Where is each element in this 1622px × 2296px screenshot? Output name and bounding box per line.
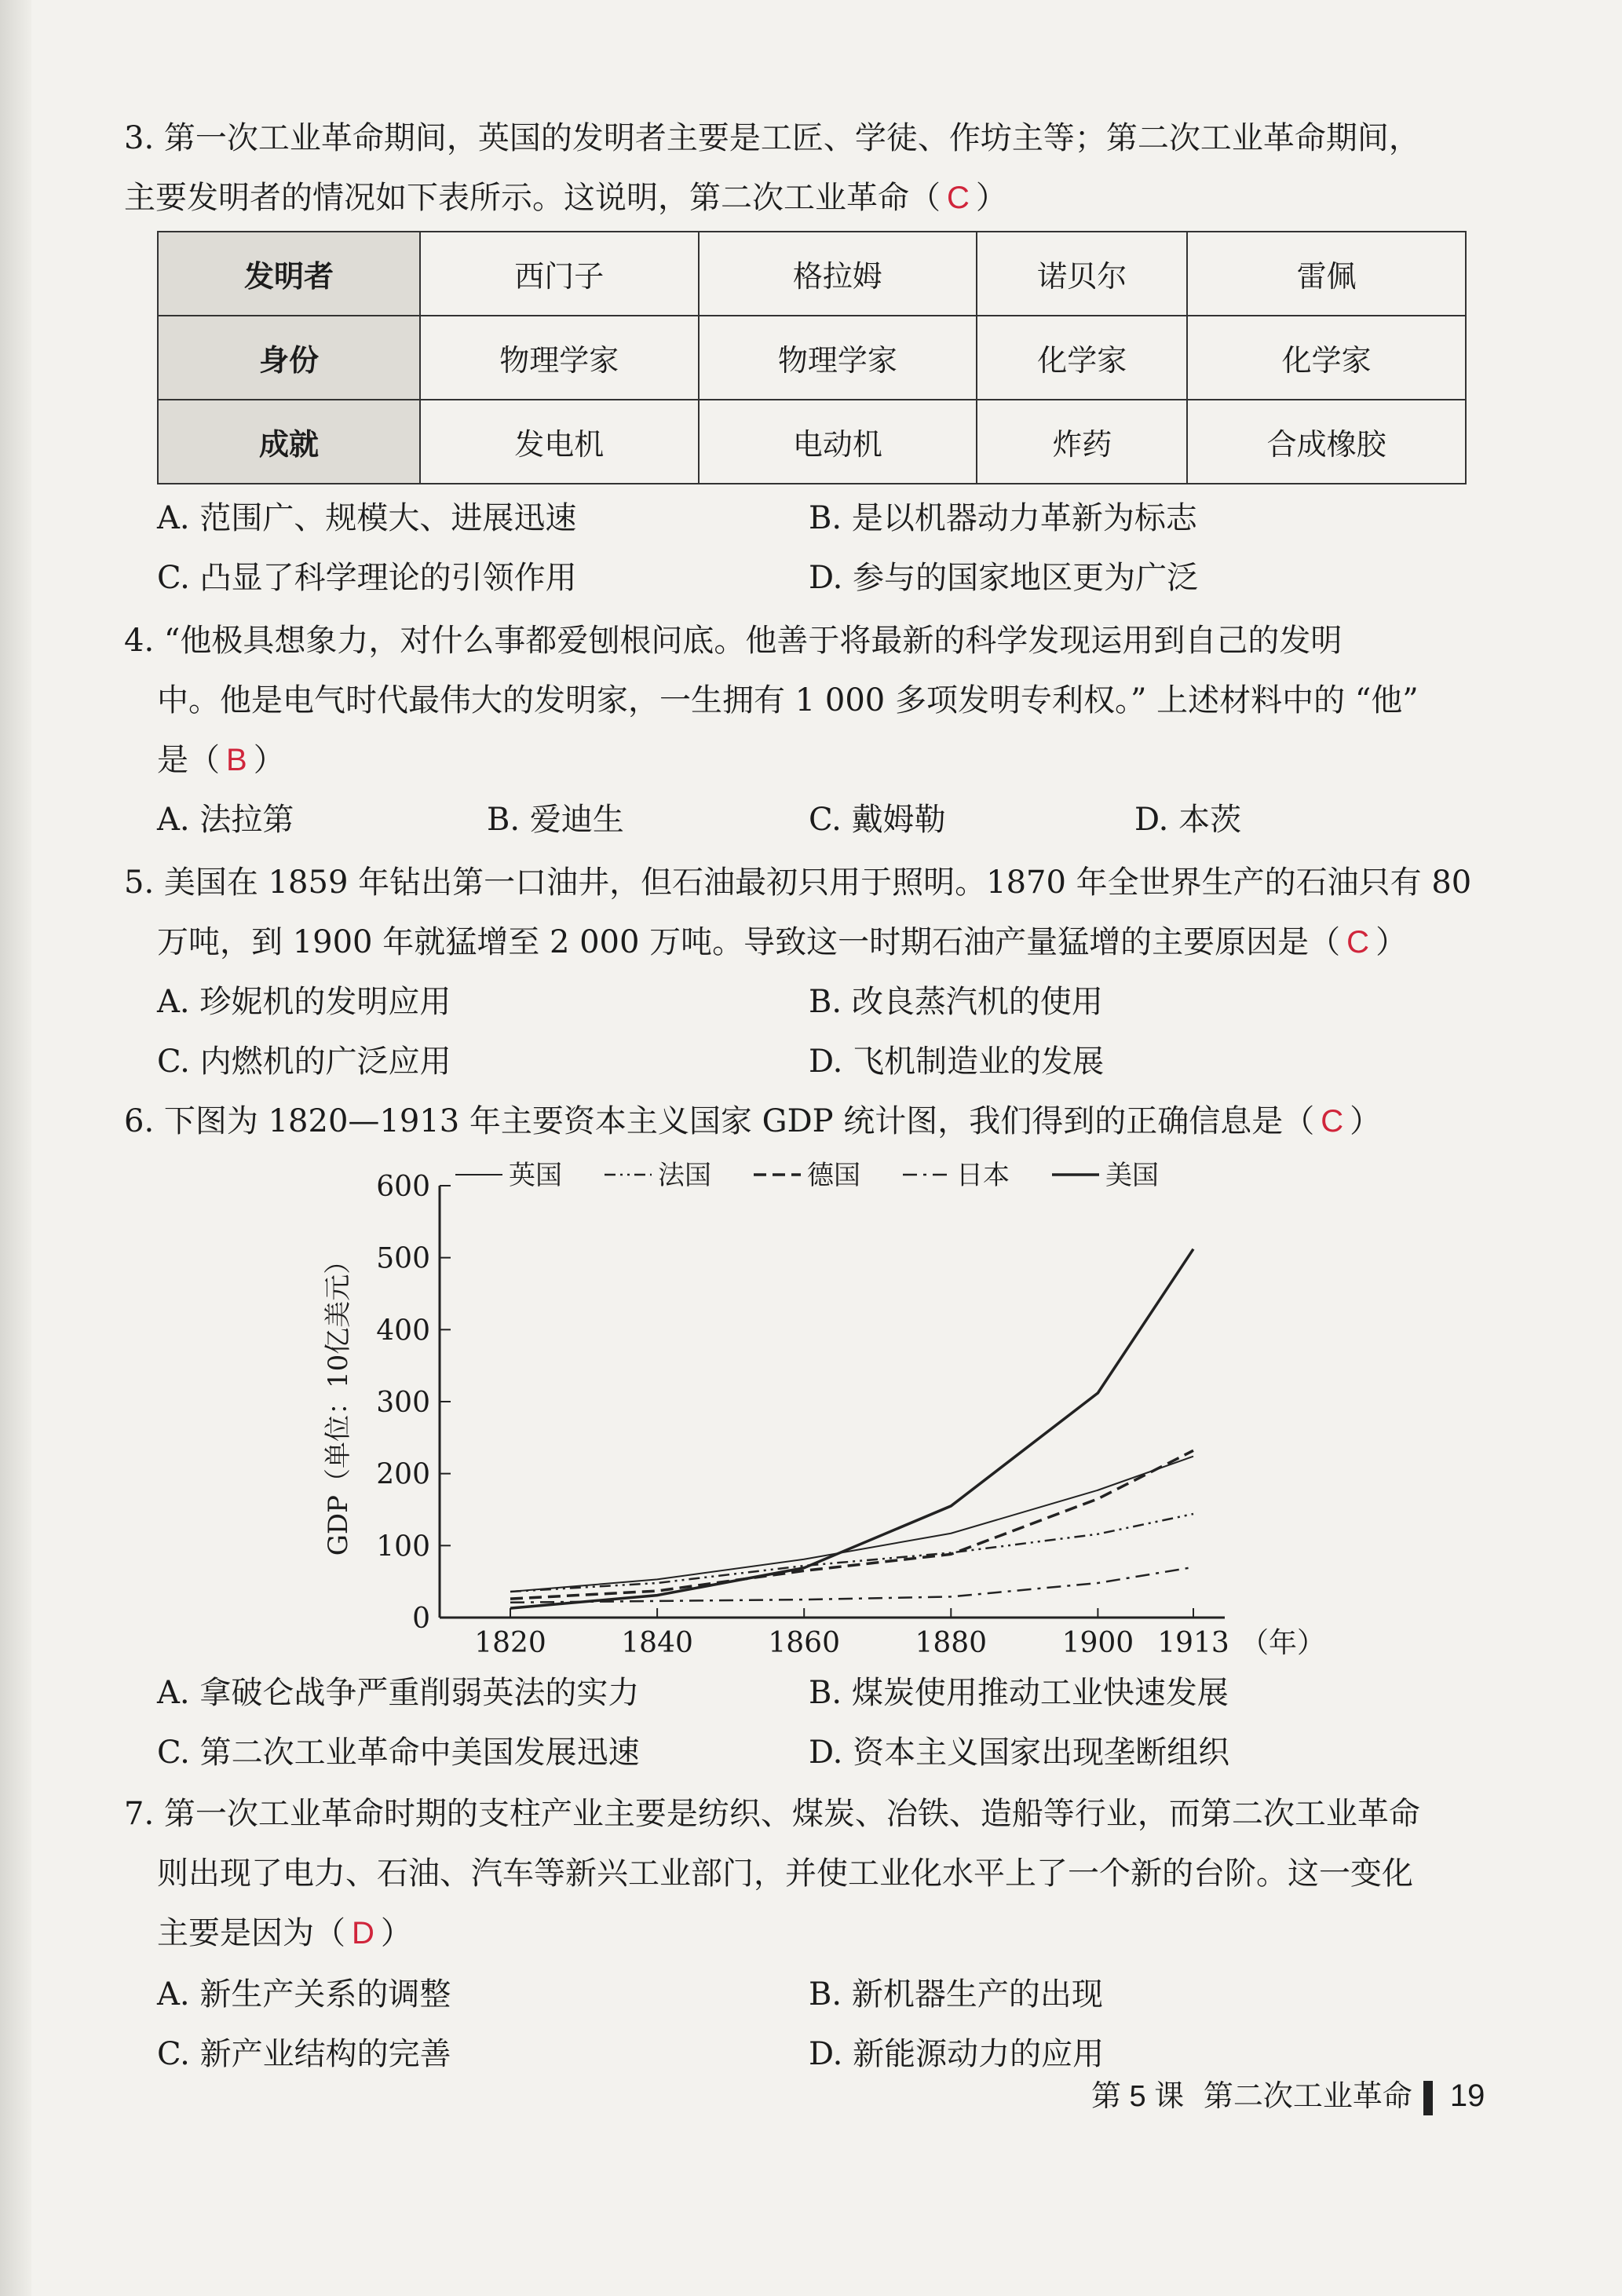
x-tick-label: 1860 <box>768 1627 841 1659</box>
lesson-title: 第二次工业革命 <box>1203 2080 1412 2113</box>
question-5 <box>124 853 1482 972</box>
q7-line2: 则出现了电力、石油、汽车等新兴工业部门，并使工业化水平上了一个新的台阶。这一变化 <box>157 1855 1413 1892</box>
table-cell: 格拉姆 <box>699 232 977 316</box>
y-tick-label: 600 <box>376 1171 430 1203</box>
y-tick-label: 200 <box>376 1458 430 1491</box>
q5-line2: 万吨，到 1900 年就猛增至 2 000 万吨。导致这一时期石油产量猛增的主要原因是（ C ） <box>157 924 1408 960</box>
option-c[interactable]: C. 戴姆勒 <box>809 802 946 838</box>
legend-label: 英国 <box>509 1160 562 1191</box>
table-head: 成就 <box>158 400 420 484</box>
y-tick-label: 300 <box>376 1387 430 1419</box>
series-line-法国 <box>510 1514 1193 1592</box>
option-a[interactable]: A. 珍妮机的发明应用 <box>157 984 451 1020</box>
x-tick-label: 1913 <box>1157 1627 1229 1659</box>
option-d[interactable]: D. 资本主义国家出现垄断组织 <box>809 1735 1230 1771</box>
y-axis-label: GDP（单位：10亿美元） <box>323 1247 354 1556</box>
option-c[interactable]: C. 凸显了科学理论的引领作用 <box>157 560 577 596</box>
q4-line2: 中。他是电气时代最伟大的发明家，一生拥有 1 000 多项发明专利权。” 上述材料中的 “他” <box>157 682 1419 718</box>
q7-line3: 主要是因为（ D ） <box>157 1915 412 1951</box>
q4-line3: 是（ B ） <box>157 742 285 778</box>
table-cell: 物理学家 <box>699 316 977 400</box>
q4-line1: 4. “他极具想象力，对什么事都爱刨根问底。他善于将最新的科学发现运用到自己的发明 <box>124 623 1343 659</box>
table-row <box>158 316 1466 400</box>
option-a[interactable]: A. 新生产关系的调整 <box>157 1976 451 2013</box>
question-7 <box>124 1784 1482 1963</box>
series-line-日本 <box>510 1567 1193 1603</box>
x-tick-label: 1840 <box>621 1627 693 1659</box>
option-b[interactable]: B. 改良蒸汽机的使用 <box>809 984 1103 1020</box>
legend-label: 德国 <box>807 1160 860 1191</box>
q5-answer: C <box>1346 925 1370 960</box>
option-b[interactable]: B. 爱迪生 <box>487 802 624 838</box>
q3-line2: 主要发明者的情况如下表所示。这说明，第二次工业革命（ C ） <box>124 180 1007 216</box>
inventor-table <box>157 231 1467 484</box>
option-c[interactable]: C. 内燃机的广泛应用 <box>157 1044 451 1080</box>
table-cell: 电动机 <box>699 400 977 484</box>
table-cell: 雷佩 <box>1187 232 1466 316</box>
table-cell: 化学家 <box>1187 316 1466 400</box>
x-axis-label: （年） <box>1240 1627 1326 1659</box>
q6-options <box>157 1668 1484 1787</box>
series-line-英国 <box>510 1457 1193 1592</box>
table-head: 身份 <box>158 316 420 400</box>
question-4 <box>124 611 1482 790</box>
lesson-number: 第 5 课 <box>1091 2080 1185 2113</box>
option-c[interactable]: C. 新产业结构的完善 <box>157 2036 451 2072</box>
table-cell: 化学家 <box>977 316 1187 400</box>
option-d[interactable]: D. 本茨 <box>1134 802 1242 838</box>
series-line-美国 <box>510 1249 1193 1608</box>
table-cell: 物理学家 <box>420 316 699 400</box>
table-cell: 炸药 <box>977 400 1187 484</box>
q5-options <box>157 977 1484 1096</box>
table-cell: 西门子 <box>420 232 699 316</box>
table-row <box>158 400 1466 484</box>
option-c[interactable]: C. 第二次工业革命中美国发展迅速 <box>157 1735 640 1771</box>
q4-options <box>157 795 1484 854</box>
y-tick-label: 100 <box>376 1530 430 1563</box>
y-tick-label: 0 <box>412 1603 430 1635</box>
q6-line1: 6. 下图为 1820—1913 年主要资本主义国家 GDP 统计图，我们得到的正确信息是（ C ） <box>124 1103 1382 1139</box>
q7-answer: D <box>352 1916 374 1951</box>
x-tick-label: 1900 <box>1061 1627 1134 1659</box>
option-d[interactable]: D. 新能源动力的应用 <box>809 2036 1105 2072</box>
option-a[interactable]: A. 拿破仑战争严重削弱英法的实力 <box>157 1675 640 1711</box>
page-edge <box>0 0 31 2296</box>
page-number: 19 <box>1449 2078 1485 2113</box>
q6-answer: C <box>1321 1104 1344 1139</box>
y-tick-label: 500 <box>376 1242 430 1275</box>
option-b[interactable]: B. 是以机器动力革新为标志 <box>809 500 1197 536</box>
option-d[interactable]: D. 飞机制造业的发展 <box>809 1044 1105 1080</box>
q4-answer: B <box>226 743 247 777</box>
q7-line1: 7. 第一次工业革命时期的支柱产业主要是纺织、煤炭、冶铁、造船等行业，而第二次工业革命 <box>124 1796 1420 1832</box>
option-d[interactable]: D. 参与的国家地区更为广泛 <box>809 560 1199 596</box>
q3-line1: 3. 第一次工业革命期间，英国的发明者主要是工匠、学徒、作坊主等；第二次工业革命期间， <box>124 120 1420 156</box>
x-tick-label: 1820 <box>474 1627 546 1659</box>
legend-label: 法国 <box>658 1160 711 1191</box>
q3-answer: C <box>947 181 970 215</box>
table-row <box>158 232 1466 316</box>
option-b[interactable]: B. 新机器生产的出现 <box>809 1976 1103 2013</box>
footer-divider <box>1423 2081 1433 2115</box>
table-cell: 诺贝尔 <box>977 232 1187 316</box>
q5-line1: 5. 美国在 1859 年钻出第一口油井，但石油最初只用于照明。1870 年全世界生产的石油只有 80 <box>124 865 1472 901</box>
option-b[interactable]: B. 煤炭使用推动工业快速发展 <box>809 1675 1229 1711</box>
question-3 <box>124 108 1482 228</box>
table-head: 发明者 <box>158 232 420 316</box>
page-footer <box>1091 2071 1485 2115</box>
option-a[interactable]: A. 法拉第 <box>157 802 294 838</box>
q3-options <box>157 493 1484 612</box>
gdp-line-chart <box>298 1154 1350 1673</box>
legend-label: 美国 <box>1105 1160 1159 1191</box>
y-tick-label: 400 <box>376 1314 430 1347</box>
question-6 <box>124 1091 1482 1151</box>
table-cell: 发电机 <box>420 400 699 484</box>
legend-label: 日本 <box>956 1160 1010 1191</box>
table-cell: 合成橡胶 <box>1187 400 1466 484</box>
series-line-德国 <box>510 1450 1193 1599</box>
x-tick-label: 1880 <box>915 1627 988 1659</box>
option-a[interactable]: A. 范围广、规模大、进展迅速 <box>157 500 577 536</box>
